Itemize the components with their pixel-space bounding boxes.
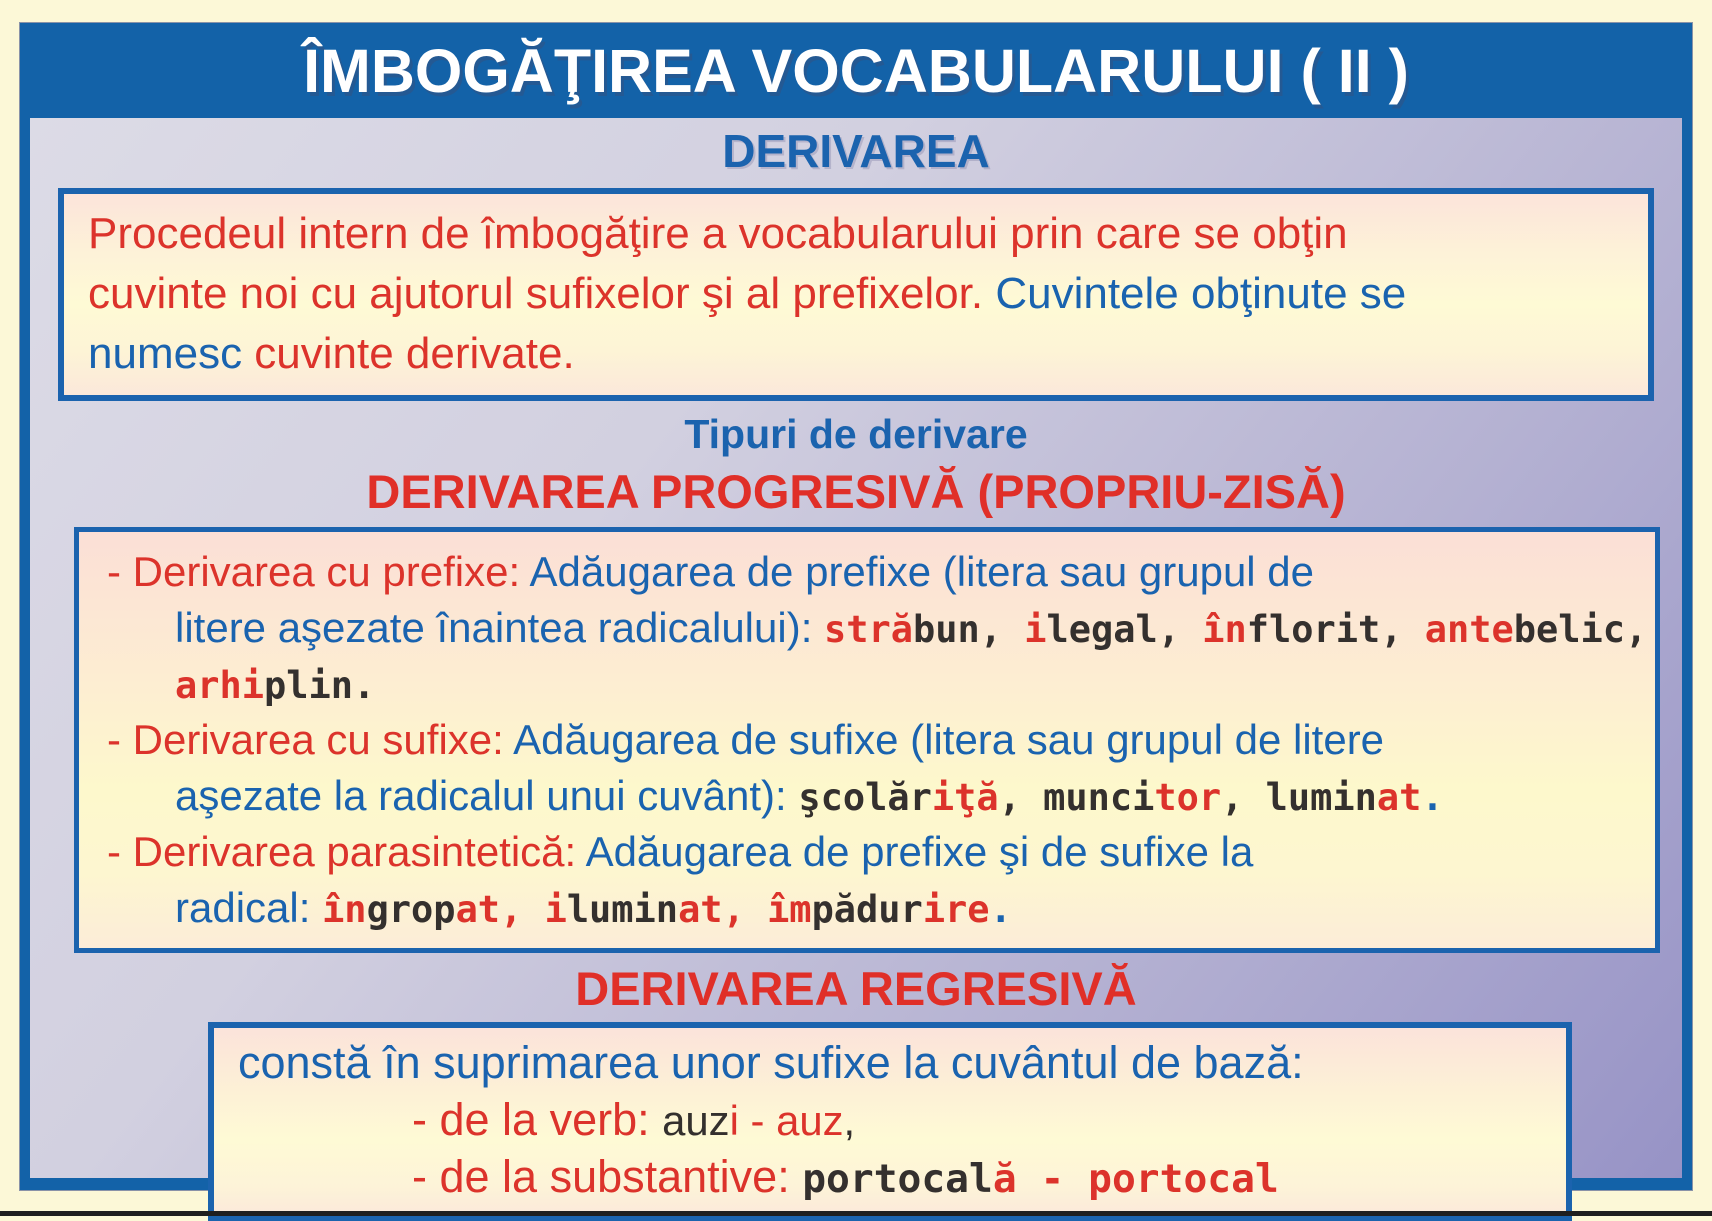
text-segment: portocal: [802, 1155, 993, 1202]
text-line: [93, 712, 1641, 768]
text-segment: portocal: [1088, 1155, 1279, 1202]
text-segment: - de la verb:: [412, 1093, 663, 1145]
text-segment: .: [989, 887, 1012, 931]
text-line: [86, 324, 1626, 384]
text-segment: at: [455, 887, 501, 931]
text-segment: .: [1421, 775, 1444, 819]
poster-frame: [20, 23, 1692, 1202]
text-line: [234, 1148, 1546, 1205]
text-segment: constă în suprimarea unor sufixe la cuvântul de bază:: [238, 1036, 1304, 1088]
text-segment: ă: [992, 1155, 1017, 1202]
text-line: [93, 656, 1641, 712]
text-segment: numesc: [88, 328, 255, 378]
text-segment: plin.: [264, 664, 376, 708]
text-segment: ,: [500, 887, 545, 931]
text-line: [86, 264, 1626, 324]
text-line: [93, 824, 1641, 880]
text-segment: Procedeul intern de îmbogăţire a vocabularului prin care se obţin: [88, 209, 1348, 258]
derivarea-heading: DERIVAREA: [722, 125, 990, 177]
text-segment: at: [1376, 775, 1422, 819]
text-segment: Adăugarea de sufixe (litera sau grupul de litere: [513, 716, 1385, 764]
regressive-heading: DERIVAREA REGRESIVĂ: [575, 961, 1137, 1015]
text-segment: grop: [366, 887, 456, 931]
text-segment: legal,: [1046, 608, 1203, 652]
text-segment: aşezate la radicalul unui cuvânt):: [175, 771, 799, 819]
text-line: [234, 1091, 1546, 1148]
text-segment: munci: [1043, 775, 1155, 819]
text-segment: Adăugarea de prefixe (litera sau grupul de: [529, 548, 1315, 596]
page-title: ÎMBOGĂŢIREA VOCABULARULUI ( II ): [303, 36, 1409, 105]
text-line: [93, 880, 1641, 936]
tipuri-subtitle: Tipuri de derivare: [684, 411, 1028, 458]
text-segment: belic,: [1513, 608, 1648, 652]
text-segment: radical:: [175, 883, 323, 931]
poster-content: [30, 118, 1682, 1202]
text-segment: tor: [1154, 775, 1222, 819]
text-segment: i: [1024, 608, 1047, 652]
text-segment: - Derivarea parasintetică:: [107, 827, 586, 875]
text-segment: ante: [1424, 608, 1514, 652]
text-segment: at: [678, 887, 723, 931]
text-segment: ,: [843, 1096, 856, 1144]
text-segment: îm: [767, 887, 812, 931]
text-segment: în: [322, 887, 367, 931]
text-segment: iţă: [931, 775, 999, 819]
text-segment: litere aşezate înaintea radicalului):: [175, 604, 825, 652]
text-segment: i: [729, 1096, 739, 1144]
text-line: [93, 544, 1641, 600]
text-segment: - Derivarea cu prefixe:: [107, 548, 530, 596]
text-segment: cuvinte noi cu ajutorul sufixelor şi al prefixelor.: [88, 268, 996, 318]
text-segment: ire: [922, 887, 990, 931]
text-segment: lumin: [1265, 775, 1377, 819]
text-segment: ,: [998, 775, 1044, 819]
text-segment: - de la substantive:: [412, 1150, 803, 1202]
scan-bottom-edge: [0, 1211, 1712, 1216]
text-segment: Adăugarea de prefixe şi de sufixe la: [585, 827, 1254, 875]
text-segment: auz: [776, 1096, 844, 1144]
progressive-heading: DERIVAREA PROGRESIVĂ (PROPRIU-ZISĂ): [366, 465, 1346, 519]
text-line: [93, 600, 1648, 656]
text-segment: Cuvintele obţinute se: [995, 268, 1407, 318]
definition-box: [58, 188, 1654, 401]
progressive-box: [74, 527, 1660, 952]
text-segment: lumin: [566, 887, 679, 931]
text-line: [234, 1034, 1546, 1091]
text-segment: în: [1202, 608, 1247, 652]
text-line: [86, 204, 1626, 264]
text-segment: cuvinte derivate.: [254, 328, 575, 378]
text-segment: pădur: [811, 887, 923, 931]
text-segment: ,: [722, 887, 768, 931]
text-segment: -: [738, 1096, 777, 1144]
text-segment: i: [544, 887, 567, 931]
text-segment: bun,: [913, 608, 1025, 652]
text-segment: florit,: [1246, 608, 1425, 652]
text-line: [93, 768, 1641, 824]
regressive-box: [208, 1022, 1572, 1221]
text-segment: şcolăr: [798, 775, 932, 819]
text-segment: stră: [824, 608, 914, 652]
text-segment: ,: [1221, 775, 1266, 819]
text-segment: - Derivarea cu sufixe:: [107, 716, 514, 764]
text-segment: -: [1016, 1155, 1089, 1202]
text-segment: arhi: [175, 664, 264, 708]
text-segment: auz: [662, 1096, 730, 1144]
title-band: [20, 23, 1692, 118]
